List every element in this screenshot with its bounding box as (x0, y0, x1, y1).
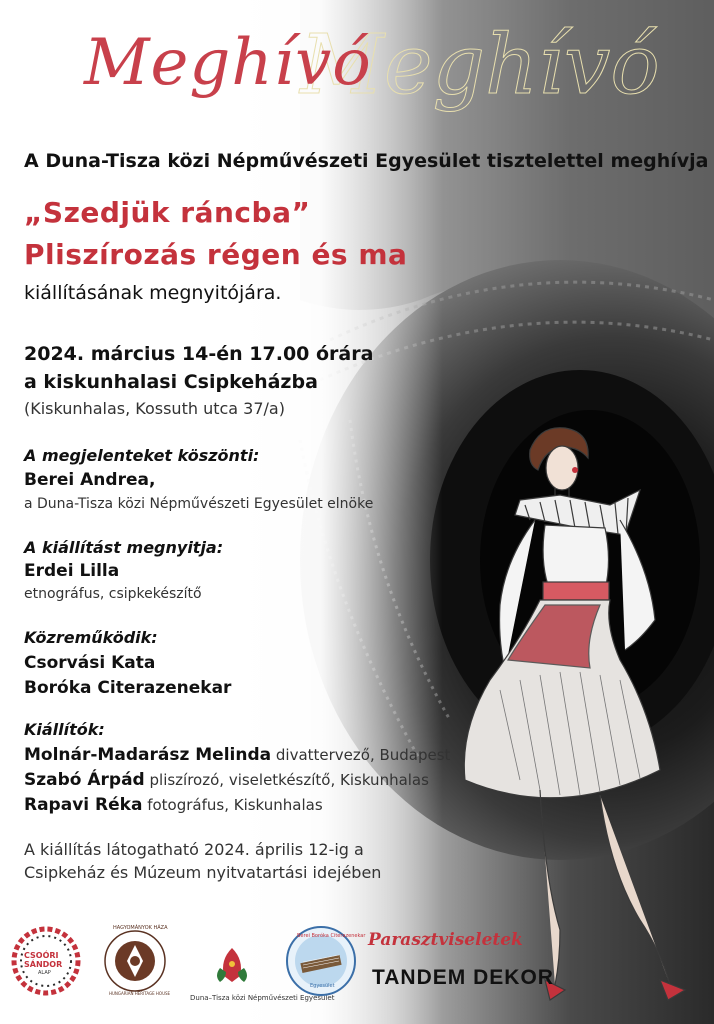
exhibitor-name: Rapavi Réka (24, 795, 143, 815)
boroka-label: Berei Boróka Citerazenekar (297, 933, 366, 939)
page-title: Meghívó (84, 26, 372, 100)
contributor-item: Boróka Citerazenekar (24, 678, 232, 698)
exhibitor-role: divattervező, Budapest (271, 746, 451, 764)
exhibitor-role: fotográfus, Kiskunhalas (142, 796, 323, 814)
event-address: (Kiskunhalas, Kossuth utca 37/a) (24, 399, 285, 418)
event-venue: a kiskunhalasi Csipkeházba (24, 371, 318, 393)
title-outline: Meghívó (300, 18, 660, 113)
exhibition-quote: „Szedjük ráncba” (24, 196, 311, 229)
opening-label: A kiállítást megnyitja: (24, 538, 224, 557)
heritage-house-icon (95, 925, 175, 997)
contributor-item: Csorvási Kata (24, 653, 156, 673)
hagyomanyok-label: HAGYOMÁNYOK HÁZA (113, 925, 168, 931)
greeting-name: Berei Andrea, (24, 470, 156, 490)
csoori-sandor-logo (10, 925, 82, 997)
greeting-label: A megjelenteket köszönti: (24, 446, 260, 465)
exhibition-suffix: kiállításának megnyitójára. (24, 282, 282, 304)
greeting-role: a Duna-Tisza közi Népművészeti Egyesület elnöke (24, 496, 374, 512)
exhibitor-role: pliszírozó, viseletkészítő, Kiskunhalas (144, 771, 429, 789)
opening-name: Erdei Lilla (24, 561, 120, 581)
exhibitor-name: Molnár-Madarász Melinda (24, 745, 272, 765)
csoori-line2: SÁNDOR (24, 960, 63, 969)
exhibition-subtitle: Pliszírozás régen és ma (24, 238, 408, 271)
exhibitor-item (24, 745, 450, 765)
dtkne-label: Duna–Tisza közi Népművészeti Egyesület (190, 994, 335, 1002)
opening-role: etnográfus, csipkekészítő (24, 586, 202, 602)
contributors-label: Közreműködik: (24, 628, 158, 647)
hagyomanyok-en-label: HUNGARIAN HERITAGE HOUSE (109, 991, 171, 996)
exhibitor-name: Szabó Árpád (24, 770, 145, 790)
csoori-line1: CSOÓRI (24, 951, 59, 960)
boroka-logo (285, 925, 366, 997)
csoori-line3: ALAP (38, 970, 51, 976)
exhibitor-item (24, 795, 323, 815)
parasztviseletek-logo: Parasztviseletek (368, 930, 523, 950)
visit-line1: A kiállítás látogatható 2024. április 12-ig a (24, 840, 364, 859)
exhibitors-label: Kiállítók: (24, 720, 105, 739)
boroka-sub-label: Egyesület (310, 983, 335, 989)
intro-text: A Duna-Tisza közi Népművészeti Egyesület tisztelettel meghívja (24, 150, 709, 172)
tandem-dekor-logo: TANDEM DEKOR (372, 966, 554, 989)
tulip-icon (190, 920, 274, 1004)
event-datetime: 2024. március 14-én 17.00 órára (24, 343, 374, 365)
visit-line2: Csipkeház és Múzeum nyitvatartási idejében (24, 863, 382, 882)
exhibitor-item (24, 770, 429, 790)
hagyomanyok-haza-logo (95, 925, 175, 997)
